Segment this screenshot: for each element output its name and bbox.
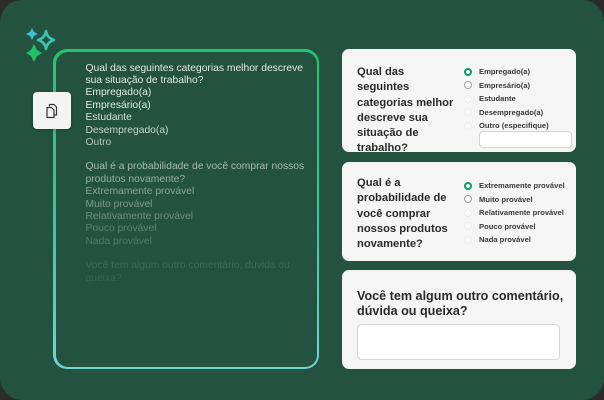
radio-icon[interactable]: [464, 95, 472, 103]
preview-option: Nada provável: [85, 235, 152, 247]
option-label: Estudante: [479, 94, 516, 104]
option-label: Muito provável: [479, 194, 533, 204]
preview-option: Empresário(a): [85, 99, 151, 111]
preview-question-2: [86, 161, 317, 248]
radio-icon[interactable]: [464, 209, 472, 217]
preview-option: Muito provável: [85, 198, 153, 210]
option-label: Nada provável: [479, 235, 531, 245]
preview-option: Outro: [85, 136, 112, 148]
radio-group: [464, 65, 549, 133]
preview-question-text: Qual é a probabilidade de você comprar nossos: [85, 161, 305, 173]
option-label: Extremamente provável: [479, 181, 565, 191]
preview-option: Pouco provável: [85, 223, 157, 235]
radio-option[interactable]: [464, 206, 565, 220]
option-label: Desempregado(a): [479, 107, 544, 117]
question-title: Qual é a probabilidade de você comprar nossos produtos novamente?: [357, 177, 448, 251]
preview-question-text: Você tem algum outro comentário, dúvida ou: [85, 260, 290, 272]
preview-option: Desempregado(a): [85, 124, 169, 136]
option-label: Relativamente provável: [479, 208, 564, 218]
radio-option[interactable]: [464, 193, 565, 207]
question-card-purchase-likelihood: [342, 162, 576, 261]
radio-group: [464, 179, 565, 247]
option-label: Pouco provável: [479, 221, 536, 231]
radio-icon[interactable]: [464, 222, 472, 230]
radio-option[interactable]: [464, 179, 565, 193]
comment-textarea[interactable]: [357, 324, 560, 360]
option-label: Empresário(a): [479, 80, 531, 90]
question-title: Você tem algum outro comentário, dúvida ou queixa?: [357, 289, 564, 318]
survey-text-preview-panel: [53, 49, 319, 369]
other-specify-input[interactable]: [479, 131, 572, 148]
copy-icon: [44, 103, 60, 119]
radio-icon[interactable]: [464, 122, 472, 130]
radio-option[interactable]: [464, 106, 549, 120]
preview-option: Relativamente provável: [85, 210, 194, 222]
radio-option[interactable]: [464, 220, 565, 234]
radio-icon[interactable]: [464, 108, 472, 116]
radio-selected-icon[interactable]: [464, 68, 472, 76]
preview-option: Estudante: [85, 112, 132, 124]
question-title: Qual das seguintes categorias melhor descreve sua situação de trabalho?: [357, 66, 454, 155]
radio-icon[interactable]: [464, 195, 472, 203]
radio-option[interactable]: [464, 233, 565, 247]
radio-option[interactable]: [464, 92, 549, 106]
radio-option[interactable]: [464, 65, 549, 79]
preview-question-text: produtos novamente?: [85, 173, 186, 185]
preview-question-3: [86, 260, 317, 285]
radio-icon[interactable]: [464, 81, 472, 89]
option-label: Outro (especifique): [479, 121, 549, 131]
preview-question-text: sua situação de trabalho?: [85, 74, 204, 86]
radio-icon[interactable]: [464, 236, 472, 244]
preview-option: Extremamente provável: [85, 186, 195, 198]
question-card-comments: [342, 270, 576, 369]
preview-question-text: queixa?: [85, 272, 122, 284]
question-card-employment: [342, 49, 576, 155]
preview-question-1: [86, 63, 317, 150]
option-label: Empregado(a): [479, 67, 531, 77]
preview-option: Empregado(a): [85, 87, 152, 99]
preview-text: [86, 63, 317, 286]
radio-option[interactable]: [464, 79, 549, 93]
preview-question-text: Qual das seguintes categorias melhor descreve: [85, 62, 303, 74]
radio-selected-icon[interactable]: [464, 182, 472, 190]
copy-button[interactable]: [33, 92, 71, 129]
